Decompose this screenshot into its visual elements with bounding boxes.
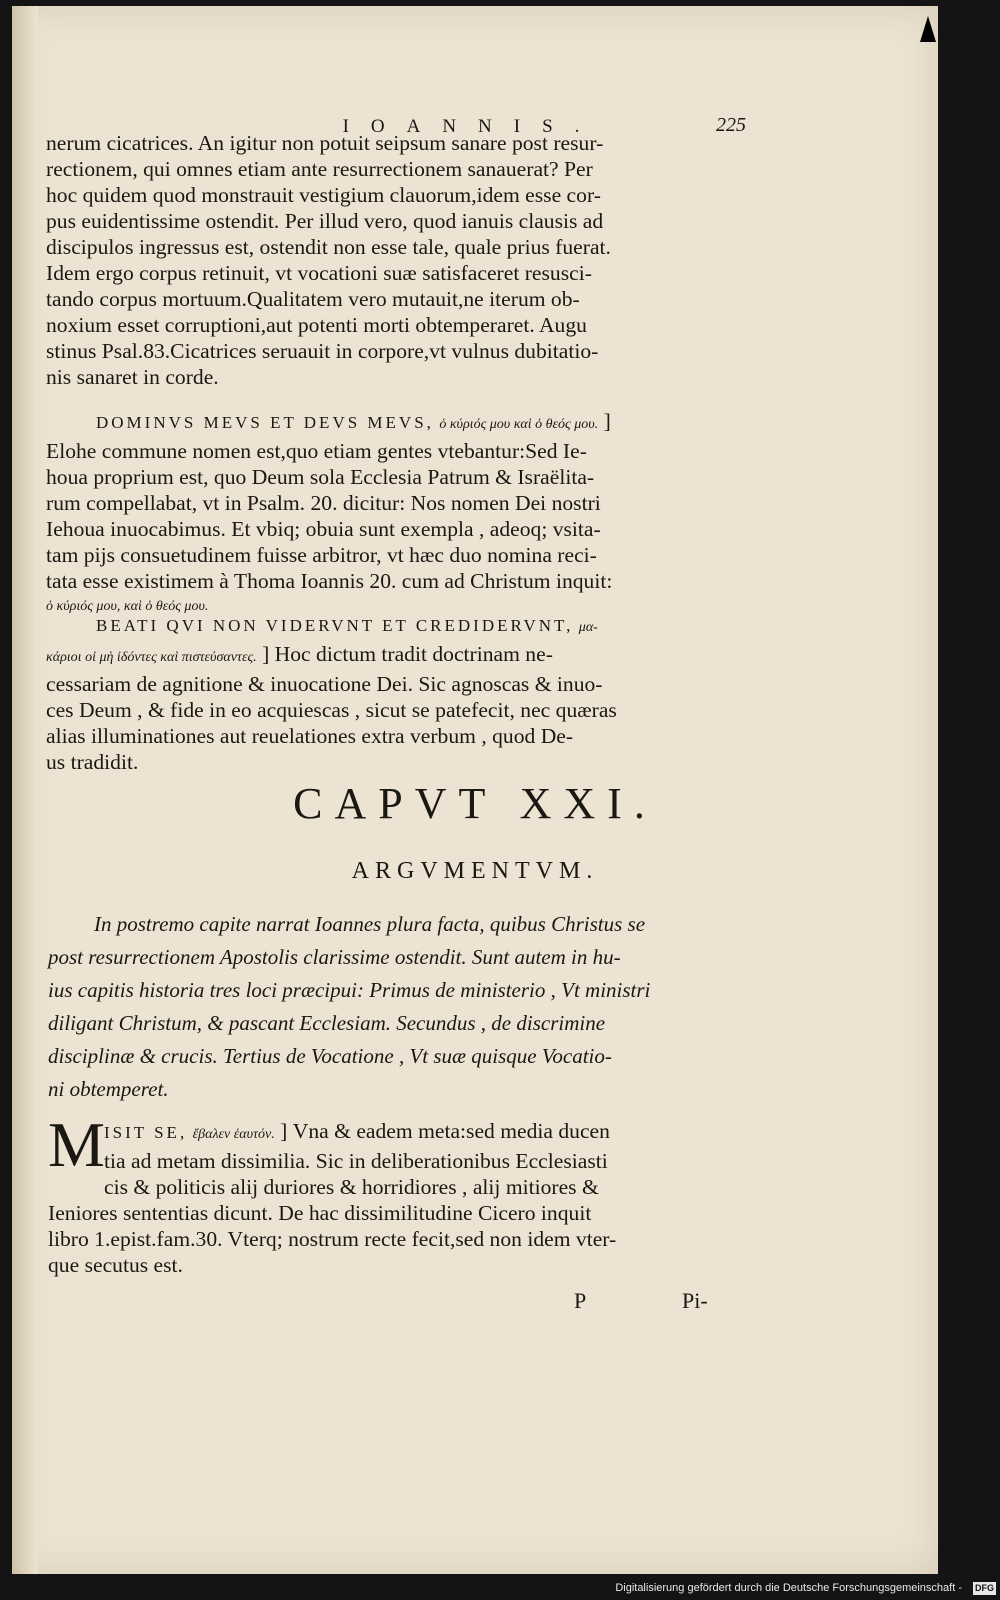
catchword-signature: P <box>574 1288 587 1313</box>
bracket: ] <box>603 409 611 433</box>
text-line: rum compellabat, vt in Psalm. 20. dicitur: Nos nomen Dei nostri <box>46 491 601 515</box>
chapter-title: CAPVT XXI. <box>293 779 657 828</box>
text-line: ni obtemperet. <box>48 1077 169 1101</box>
page-number: 225 <box>716 114 746 136</box>
text-line: nerum cicatrices. An igitur non potuit seipsum sanare post resur- <box>46 131 604 155</box>
text-line: rectionem, qui omnes etiam ante resurrectionem sanauerat? Per <box>46 157 593 181</box>
text-line: stinus Psal.83.Cicatrices seruauit in corpore,vt vulnus dubitatio- <box>46 339 599 363</box>
drop-cap: M <box>48 1109 105 1180</box>
text-line: Ieniores sententias dicunt. De hac dissimilitudine Cicero inquit <box>48 1201 592 1225</box>
page-corner-marker <box>920 16 936 42</box>
text-line: cis & politicis alij duriores & horridiores , alij mitiores & <box>104 1175 599 1199</box>
text-line: pus euidentissime ostendit. Per illud vero, quod ianuis clausis ad <box>46 209 604 233</box>
text-line: nis sanaret in corde. <box>46 365 219 389</box>
greek-text: ὁ κύριός μου καὶ ὁ θεός μου. <box>439 417 599 432</box>
text-line: ius capitis historia tres loci præcipui: Primus de ministerio , Vt ministri <box>48 978 651 1002</box>
paragraph-4 <box>48 1118 748 1278</box>
dfg-logo: DFG <box>975 1583 994 1593</box>
text-line: diligant Christum, & pascant Ecclesiam. Secundus , de discrimine <box>48 1011 606 1035</box>
text-line: tia ad metam dissimilia. Sic in deliberationibus Ecclesiasti <box>104 1149 608 1173</box>
text-line: us tradidit. <box>46 750 139 774</box>
book-page <box>12 6 938 1574</box>
text-line <box>46 641 746 671</box>
greek-text: κάριοι οἱ μὴ ἰδόντες καὶ πιστεύσαντες. <box>46 650 257 665</box>
text-line: hoc quidem quod monstrauit vestigium clauorum,idem esse cor- <box>46 183 601 207</box>
footer-bar <box>0 1577 1000 1600</box>
lemma: BEATI QVI NON VIDERVNT ET CREDIDERVNT, <box>96 616 574 635</box>
text-line: tata esse existimem à Thoma Ioannis 20. cum ad Christum inquit: <box>46 569 613 593</box>
paragraph-2 <box>46 408 746 620</box>
argument-heading: ARGVMENTVM. <box>351 858 599 884</box>
text-line: Elohe commune nomen est,quo etiam gentes vtebantur:Sed Ie- <box>46 439 587 463</box>
greek-line: ὁ κύριός μου, καὶ ὁ θεός μου. <box>46 599 209 614</box>
text-line: Iehoua inuocabimus. Et vbiq; obuia sunt exempla , adeoq; vsita- <box>46 517 601 541</box>
text-line: discipulos ingressus est, ostendit non esse tale, quale prius fuerat. <box>46 235 611 259</box>
paragraph-3 <box>46 611 746 775</box>
text-line: cessariam de agnitione & inuocatione Dei. Sic agnoscas & inuo- <box>46 672 603 696</box>
footer-text: Digitalisierung gefördert durch die Deutsche Forschungsgemeinschaft - <box>615 1582 962 1594</box>
lemma: ISIT SE, <box>104 1123 188 1142</box>
text-segment: ] Vna & eadem meta:sed media ducen <box>280 1119 610 1143</box>
lemma-line <box>46 408 746 438</box>
catchword: Pi- <box>682 1288 708 1313</box>
lemma-line <box>46 611 746 641</box>
paragraph-1 <box>46 130 746 390</box>
text-line: ces Deum , & fide in eo acquiescas , sicut se patefecit, nec quæras <box>46 698 617 722</box>
text-line: tam pijs consuetudinem fuisse arbitror, vt hæc duo nomina reci- <box>46 543 597 567</box>
text-line: post resurrectionem Apostolis clarissime ostendit. Sunt autem in hu- <box>48 945 621 969</box>
text-line: houa proprium est, quo Deum sola Ecclesia Patrum & Israëlita- <box>46 465 595 489</box>
text-line: disciplinæ & crucis. Tertius de Vocatione , Vt suæ quisque Vocatio- <box>48 1044 612 1068</box>
text-line: que secutus est. <box>48 1253 183 1277</box>
text-line: libro 1.epist.fam.30. Vterq; nostrum recte fecit,sed non idem vter- <box>48 1227 617 1251</box>
lemma-line <box>48 1118 748 1148</box>
greek-text: μα- <box>578 620 598 635</box>
lemma: DOMINVS MEVS ET DEVS MEVS, <box>96 413 434 432</box>
running-head: IOANNIS. <box>342 116 602 137</box>
text-line: In postremo capite narrat Ioannes plura facta, quibus Christus se <box>94 912 646 936</box>
text-line: Idem ergo corpus retinuit, vt vocationi suæ satisfaceret resusci- <box>46 261 592 285</box>
greek-text: ἔβαλεν ἑαυτόν. <box>192 1127 275 1142</box>
chapter-argument <box>48 908 748 1106</box>
text-line: alias illuminationes aut reuelationes extra verbum , quod De- <box>46 724 574 748</box>
text-line: tando corpus mortuum.Qualitatem vero mutauit,ne iterum ob- <box>46 287 580 311</box>
text-line: noxium esset corruptioni,aut potenti morti obtemperaret. Augu <box>46 313 587 337</box>
text-segment: ] Hoc dictum tradit doctrinam ne- <box>262 642 553 666</box>
